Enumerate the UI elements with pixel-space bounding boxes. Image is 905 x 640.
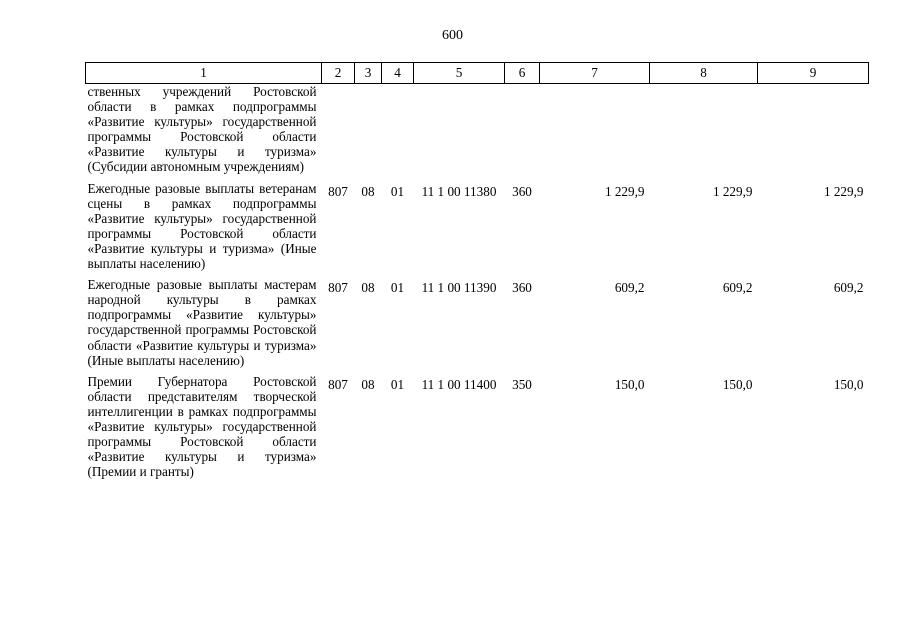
cell-target-article: 11 1 00 11380 [421,183,497,199]
row-description: Премии Губернатора Ростовской области представителям творческой интеллигенции в рамках подпрограммы «Развитие культуры» государственной программы Ростовской области «Развитие культуры и туризма» (Премии и гранты) [87,373,317,480]
cell-subsection: 01 [390,376,405,392]
cell-amount-7: 609,2 [614,280,645,296]
row-description: Ежегодные разовые выплаты мастерам народной культуры в рамках подпрограммы «Развитие культуры» государственной программы Ростовской области «Развитие культуры и туризма» (Иные выплаты населению) [87,277,317,368]
cell-subsection: 01 [390,183,405,199]
cell-subsection: 01 [390,280,405,296]
table-row [86,277,869,374]
cell-amount-7 [540,84,650,181]
cell-expense-type: 350 [512,376,532,392]
cell-section: 08 [361,280,375,296]
col-header-8: 8 [650,63,758,84]
cell-amount-7: 1 229,9 [604,183,645,199]
cell-section: 08 [361,183,375,199]
cell-ministry-code: 807 [328,376,348,392]
cell-ministry-code [322,84,355,181]
page-number: 600 [442,28,463,43]
row-description: Ежегодные разовые выплаты ветеранам сцены в рамках подпрограммы «Развитие культуры» государственной программы Ростовской области «Развитие культуры и туризма» (Иные выплаты населению) [87,180,317,272]
col-header-1: 1 [86,63,322,84]
header-row [86,63,869,84]
cell-target-article: 11 1 00 11400 [421,376,497,392]
cell-expense-type: 360 [512,183,532,199]
col-header-9: 9 [758,63,869,84]
col-header-6: 6 [505,63,540,84]
col-header-7: 7 [540,63,650,84]
col-header-2: 2 [322,63,355,84]
cell-amount-9 [758,84,869,181]
cell-expense-type [505,84,540,181]
col-header-5: 5 [414,63,505,84]
table-row [86,374,869,486]
cell-amount-7: 150,0 [614,376,645,392]
cell-amount-9: 150,0 [833,376,864,392]
cell-target-article: 11 1 00 11390 [421,280,497,296]
budget-table [85,62,869,485]
cell-ministry-code: 807 [328,280,348,296]
cell-amount-8: 1 229,9 [712,183,753,199]
cell-section: 08 [361,376,375,392]
cell-amount-8: 609,2 [722,280,753,296]
cell-target-article [414,84,505,181]
cell-amount-9: 609,2 [833,280,864,296]
cell-section [355,84,382,181]
col-header-3: 3 [355,63,382,84]
table-row [86,181,869,278]
row-description: ственных учреждений Ростовской области в рамках подпрограммы «Развитие культуры» государственной программы Ростовской области «Развитие культуры и туризма» (Субсидии автономным учреждениям) [87,84,317,175]
cell-expense-type: 360 [512,280,532,296]
table-row [86,84,869,181]
cell-amount-9: 1 229,9 [823,183,864,199]
cell-subsection [382,84,414,181]
cell-amount-8 [650,84,758,181]
cell-ministry-code: 807 [328,183,348,199]
col-header-4: 4 [382,63,414,84]
cell-amount-8: 150,0 [722,376,753,392]
